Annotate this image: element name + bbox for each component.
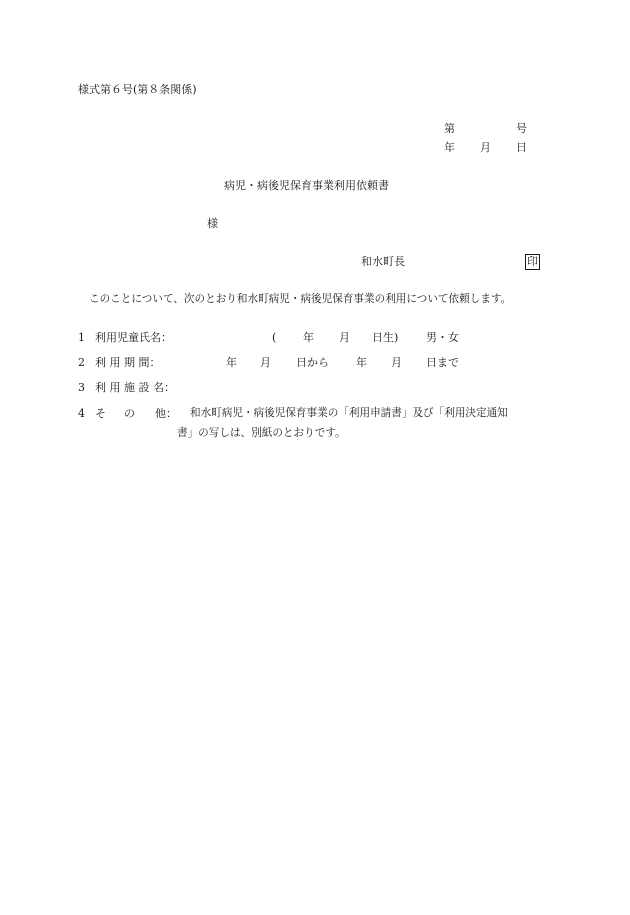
item-label: 利 用 施 設 名： [95, 381, 175, 394]
period-year-start: 年 [226, 356, 237, 369]
other-note-line-2: 書」の写しは、別紙のとおりです。 [177, 427, 346, 439]
doc-number-dai: 第 [444, 122, 455, 135]
period-until: 日まで [426, 356, 459, 369]
seal-mark: 印 [527, 255, 538, 268]
form-number: 様式第６号(第８条関係) [78, 83, 197, 96]
body-text: このことについて、次のとおり和水町病児・病後児保育事業の利用について依頼します。 [89, 293, 512, 305]
item-label-ta: 他： [155, 407, 177, 420]
item-label-no: の [124, 407, 135, 420]
gender: 男・女 [426, 331, 459, 344]
item-label: 利 用 期 間： [95, 356, 161, 369]
paren-open: ( [272, 331, 277, 344]
birth-day: 日生) [372, 331, 399, 344]
period-month-start: 月 [260, 356, 271, 369]
date-month: 月 [480, 141, 491, 154]
period-year-end: 年 [356, 356, 367, 369]
date-day: 日 [516, 141, 527, 154]
birth-year: 年 [303, 331, 314, 344]
sender-name: 和水町長 [361, 255, 405, 268]
item-number: 2 [78, 356, 85, 369]
item-number: 4 [78, 407, 85, 420]
period-from: 日から [296, 356, 329, 369]
date-year: 年 [444, 141, 455, 154]
item-label: 利用児童氏名： [95, 331, 172, 344]
period-month-end: 月 [391, 356, 402, 369]
item-label-so: そ [95, 407, 106, 420]
item-number: 1 [78, 331, 85, 344]
addressee-suffix: 様 [207, 217, 218, 230]
item-number: 3 [78, 381, 85, 394]
document-title: 病児・病後児保育事業利用依頼書 [224, 179, 389, 192]
doc-number-go: 号 [516, 122, 527, 135]
birth-month: 月 [339, 331, 350, 344]
other-note-line-1: 和水町病児・病後児保育事業の「利用申請書」及び「利用決定通知 [190, 407, 508, 419]
